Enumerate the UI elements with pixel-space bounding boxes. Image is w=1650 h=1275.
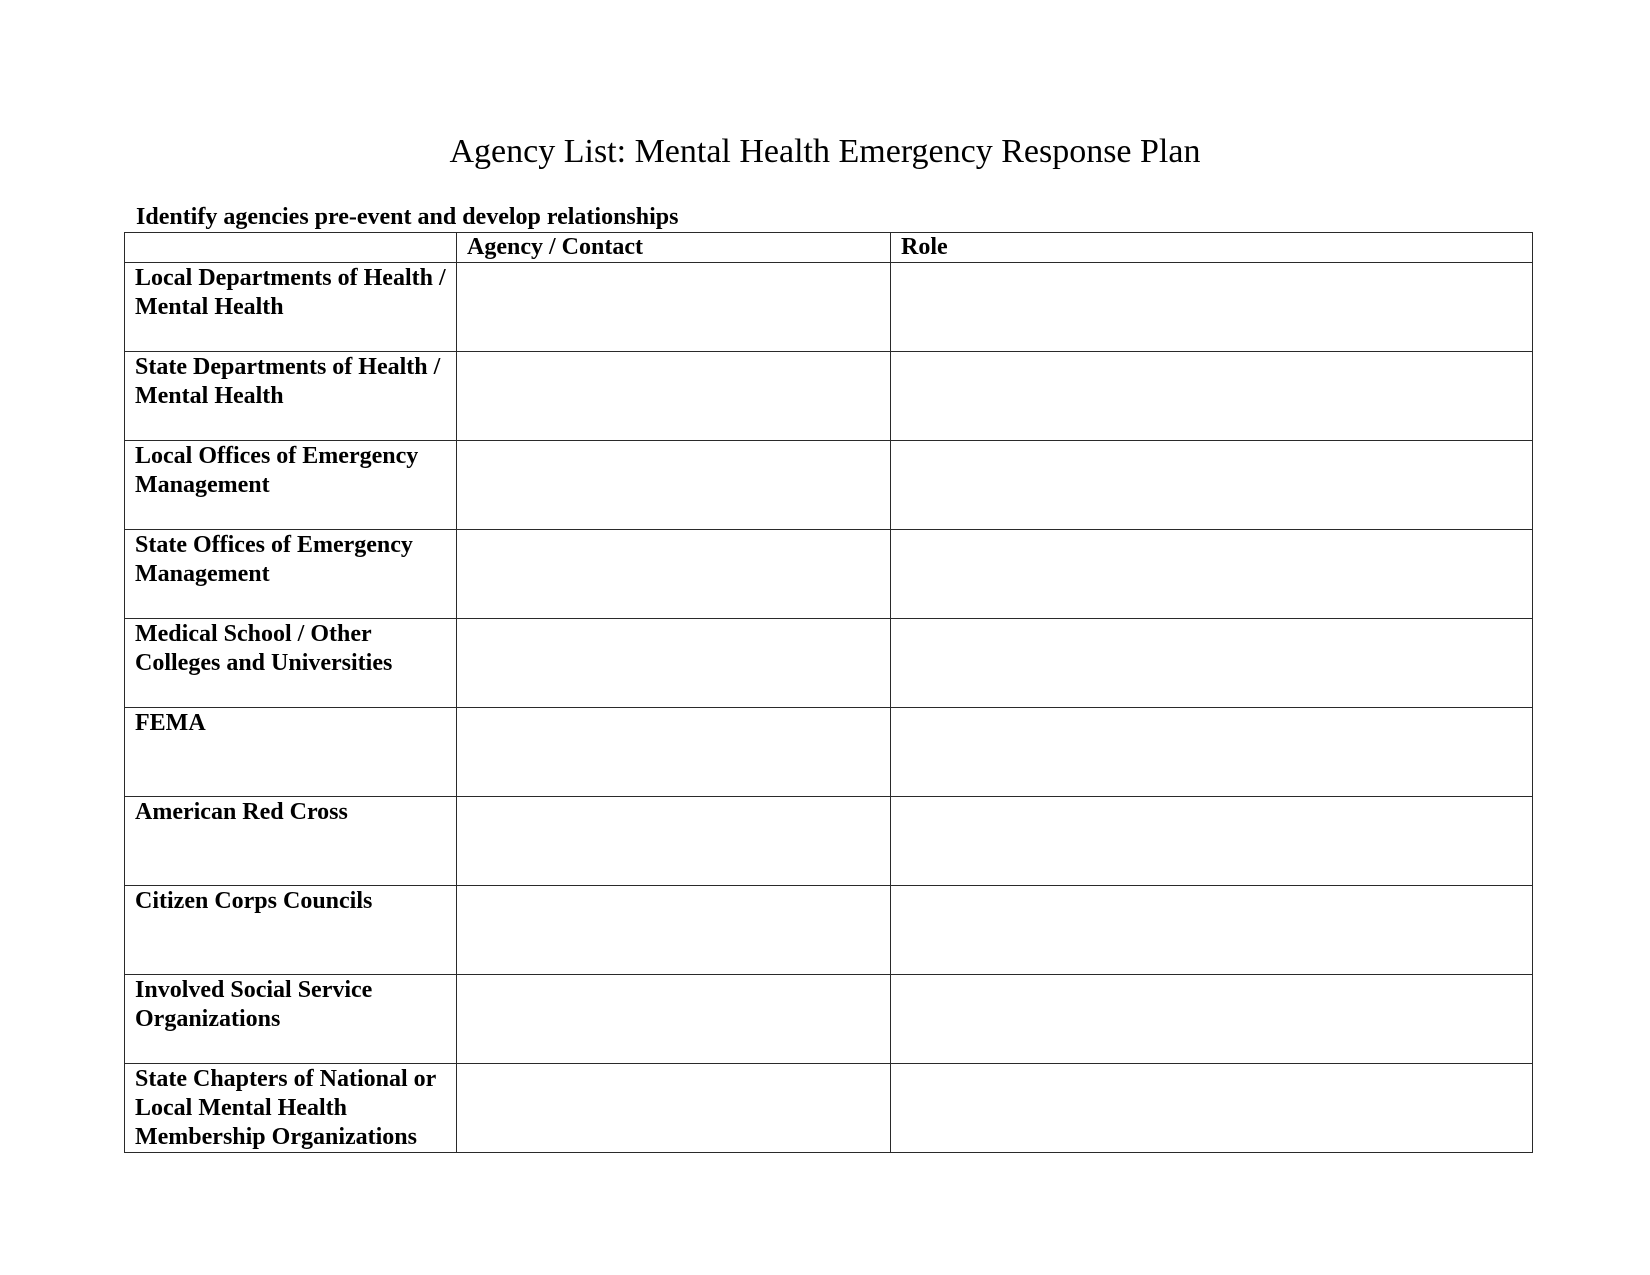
row-category: State Departments of Health / Mental Health — [125, 352, 457, 441]
row-category: American Red Cross — [125, 797, 457, 886]
row-category: State Offices of Emergency Management — [125, 530, 457, 619]
agency-table — [124, 232, 1533, 1153]
role-cell[interactable] — [891, 886, 1533, 975]
header-category — [125, 233, 457, 263]
role-cell[interactable] — [891, 975, 1533, 1064]
table-row — [125, 530, 1533, 619]
agency-contact-cell[interactable] — [457, 1064, 891, 1153]
agency-contact-cell[interactable] — [457, 530, 891, 619]
role-cell[interactable] — [891, 530, 1533, 619]
role-cell[interactable] — [891, 441, 1533, 530]
table-row — [125, 263, 1533, 352]
role-cell[interactable] — [891, 619, 1533, 708]
row-category: Citizen Corps Councils — [125, 886, 457, 975]
table-subtitle: Identify agencies pre-event and develop relationships — [136, 204, 679, 230]
row-category: Local Offices of Emergency Management — [125, 441, 457, 530]
row-category: Involved Social Service Organizations — [125, 975, 457, 1064]
table-header — [125, 233, 1533, 263]
row-category: Local Departments of Health / Mental Health — [125, 263, 457, 352]
agency-contact-cell[interactable] — [457, 352, 891, 441]
role-cell[interactable] — [891, 797, 1533, 886]
agency-contact-cell[interactable] — [457, 441, 891, 530]
header-row — [125, 233, 1533, 263]
header-role: Role — [891, 233, 1533, 263]
table-body — [125, 263, 1533, 1153]
role-cell[interactable] — [891, 1064, 1533, 1153]
role-cell[interactable] — [891, 352, 1533, 441]
row-category: State Chapters of National or Local Mental Health Membership Organizations — [125, 1064, 457, 1153]
table-row — [125, 619, 1533, 708]
header-agency-contact: Agency / Contact — [457, 233, 891, 263]
agency-contact-cell[interactable] — [457, 975, 891, 1064]
role-cell[interactable] — [891, 263, 1533, 352]
row-category: Medical School / Other Colleges and Universities — [125, 619, 457, 708]
table-row — [125, 352, 1533, 441]
role-cell[interactable] — [891, 708, 1533, 797]
agency-contact-cell[interactable] — [457, 708, 891, 797]
agency-contact-cell[interactable] — [457, 619, 891, 708]
table-row — [125, 886, 1533, 975]
table-row — [125, 441, 1533, 530]
table-row — [125, 708, 1533, 797]
agency-contact-cell[interactable] — [457, 797, 891, 886]
agency-contact-cell[interactable] — [457, 886, 891, 975]
agency-contact-cell[interactable] — [457, 263, 891, 352]
table-row — [125, 797, 1533, 886]
row-category: FEMA — [125, 708, 457, 797]
table-row — [125, 1064, 1533, 1153]
table-row — [125, 975, 1533, 1064]
page-title: Agency List: Mental Health Emergency Response Plan — [449, 133, 1201, 170]
